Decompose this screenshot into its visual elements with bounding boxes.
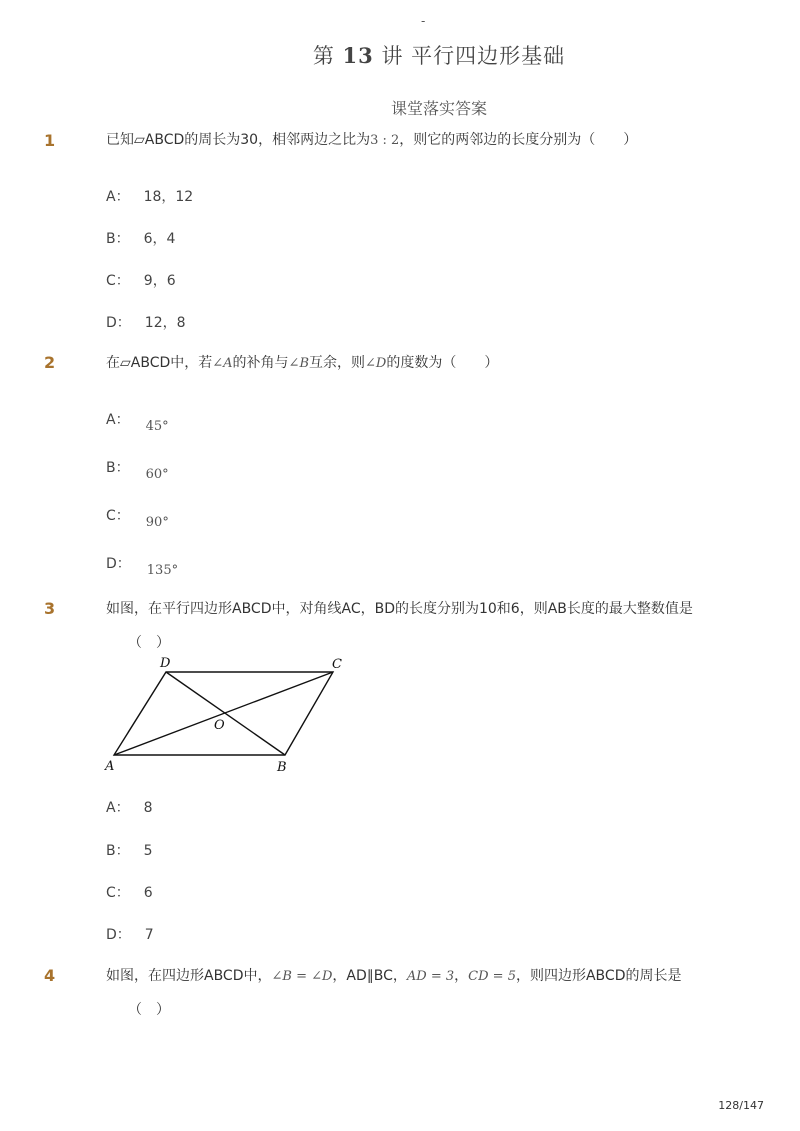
option-label: A： [106, 800, 130, 816]
q4-cond-3: CD = 5 [468, 969, 516, 984]
q2-text-c: 互余，则 [309, 355, 365, 371]
q2-text-a: 在▱ABCD中，若 [106, 355, 213, 371]
question-number: 3 [44, 599, 56, 618]
vertex-label-b: B [277, 760, 287, 775]
q4-cond-2: AD = 3 [406, 969, 455, 984]
option-label: B： [106, 843, 130, 859]
q2-text-d: 的度数为（ ） [386, 355, 499, 371]
q1-text-b: ，则它的两邻边的长度分别为（ ） [399, 132, 638, 148]
q2-angle-d: ∠D [365, 356, 387, 371]
option-item[interactable] [106, 228, 175, 248]
header-mark: - [421, 14, 426, 28]
option-value: 5 [143, 843, 153, 859]
option-label: B： [106, 460, 130, 476]
diagonal-ac [114, 672, 333, 755]
question-number: 1 [44, 131, 56, 150]
option-value: 90° [145, 515, 169, 530]
q4-text-a: 如图，在四边形ABCD中， [106, 968, 272, 984]
option-label: B： [106, 231, 130, 247]
q4-text-d: ，则四边形ABCD的周长是 [515, 968, 682, 984]
title-number: 13 [342, 43, 374, 68]
question-text: 如图，在平行四边形ABCD中，对角线AC，BD的长度分别为10和6，则AB长度的最大整数值是 [106, 601, 693, 617]
option-label: D： [106, 315, 131, 331]
q1-ratio: 3 : 2 [370, 133, 400, 148]
option-item[interactable] [106, 924, 154, 944]
title-suffix: 讲 平行四边形基础 [381, 44, 566, 68]
question-text [106, 966, 681, 987]
option-value: 45° [145, 419, 169, 434]
option-label: C： [106, 508, 130, 524]
q4-text-c: ， [454, 968, 469, 984]
question-text-cont: （ ） [128, 1002, 170, 1018]
q2-angle-b: ∠B [288, 356, 309, 371]
option-value: 12，8 [144, 315, 186, 331]
option-value: 6 [143, 885, 153, 901]
option-value: 60° [145, 467, 169, 482]
page-subtitle: 课堂落实答案 [390, 99, 487, 118]
option-item[interactable] [106, 553, 179, 578]
q2-text-b: 的补角与 [232, 355, 289, 371]
q1-text-a: 已知▱ABCD的周长为30，相邻两边之比为 [106, 132, 371, 148]
option-label: C： [106, 273, 130, 289]
option-item[interactable] [106, 797, 153, 817]
page-number: 128/147 [718, 1099, 764, 1112]
option-item[interactable] [106, 312, 186, 332]
option-label: D： [106, 927, 131, 943]
option-value: 135° [146, 563, 179, 578]
option-item[interactable] [106, 457, 169, 482]
vertex-label-d: D [160, 656, 171, 671]
page-title [0, 40, 800, 70]
question-number: 4 [44, 966, 56, 985]
question-text-cont: （ ） [128, 635, 170, 651]
option-item[interactable] [106, 840, 153, 860]
option-label: D： [106, 556, 131, 572]
vertex-label-a: A [105, 759, 115, 774]
option-item[interactable] [106, 409, 169, 434]
option-item[interactable] [106, 186, 193, 206]
option-value: 8 [143, 800, 153, 816]
option-item[interactable] [106, 505, 169, 530]
option-value: 7 [144, 927, 154, 943]
center-label-o: O [214, 718, 225, 733]
option-item[interactable] [106, 882, 153, 902]
question-text [106, 130, 637, 151]
title-prefix: 第 [312, 44, 335, 68]
option-label: A： [106, 189, 130, 205]
question-text [106, 353, 498, 374]
q2-angle-a: ∠A [212, 356, 233, 371]
option-value: 9，6 [143, 273, 176, 289]
option-label: C： [106, 885, 130, 901]
option-value: 18，12 [143, 189, 194, 205]
question-number: 2 [44, 353, 56, 372]
vertex-label-c: C [332, 657, 342, 672]
q4-cond-1: ∠B = ∠D [271, 969, 333, 984]
q4-text-b: ，AD∥BC， [332, 968, 407, 984]
parallelogram-figure [100, 652, 350, 782]
diagonal-bd [166, 672, 285, 755]
option-label: A： [106, 412, 130, 428]
option-item[interactable] [106, 270, 176, 290]
option-value: 6，4 [143, 231, 176, 247]
